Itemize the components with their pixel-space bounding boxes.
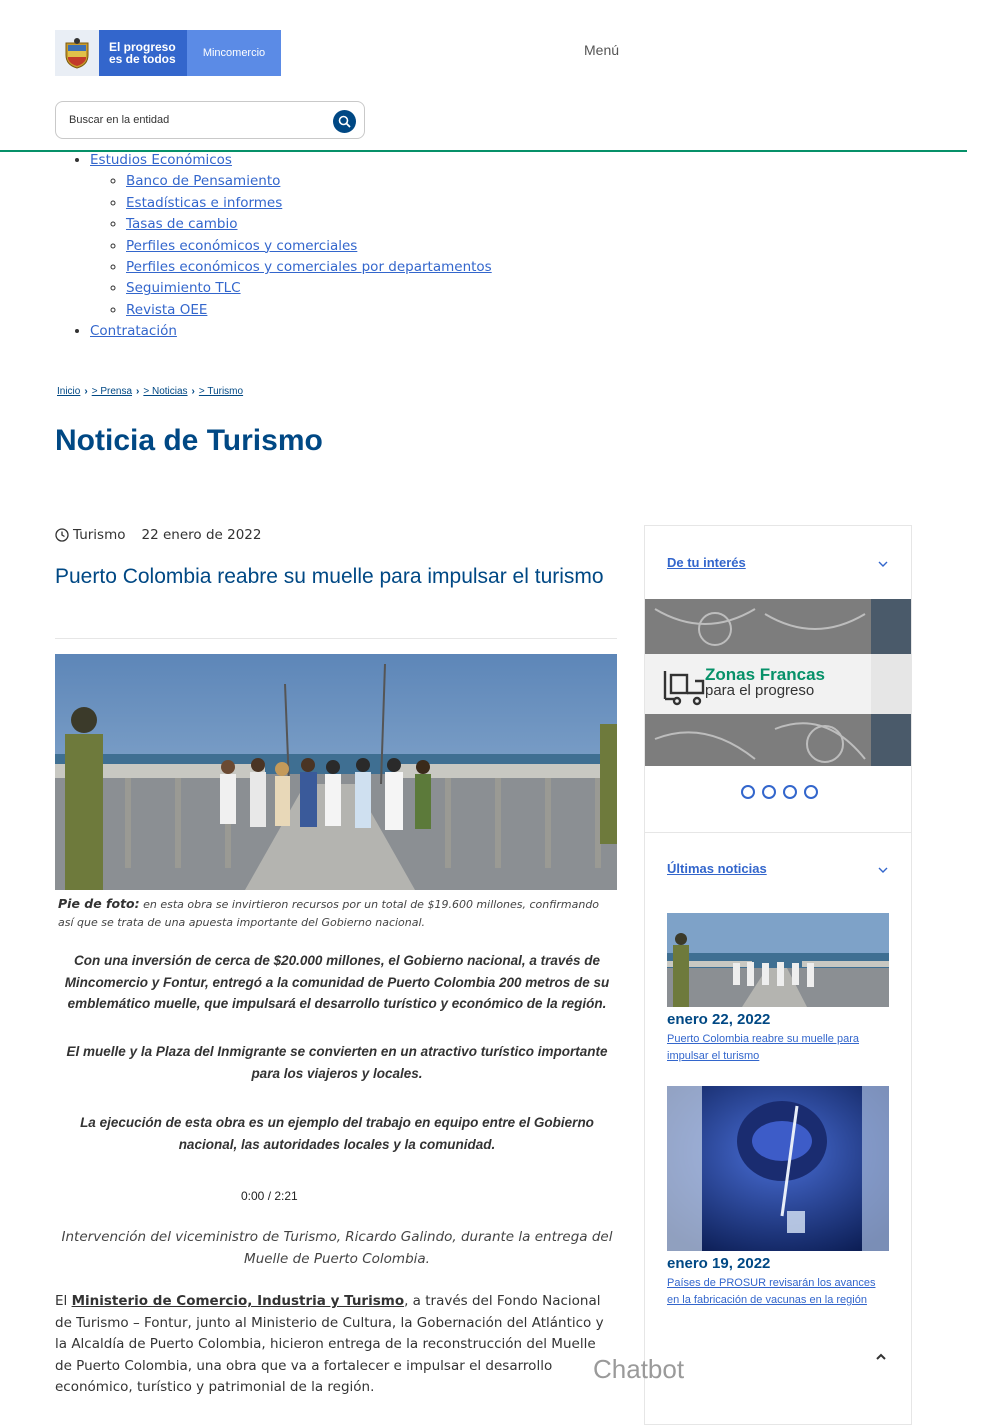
nav-subitem xyxy=(126,300,492,321)
audio-player-time[interactable]: 0:00 / 2:21 xyxy=(241,1189,298,1203)
breadcrumb-noticias[interactable]: > Noticias xyxy=(143,386,188,397)
body-prefix: El xyxy=(55,1293,72,1309)
interest-heading[interactable]: De tu interés xyxy=(667,555,746,570)
breadcrumb-inicio[interactable]: Inicio xyxy=(57,386,81,397)
banner-title: Zonas Francas xyxy=(705,665,825,684)
chevron-down-icon[interactable] xyxy=(877,558,889,570)
sidebar-divider xyxy=(645,832,911,833)
breadcrumb-turismo[interactable]: > Turismo xyxy=(198,386,244,397)
nav-link-seguimiento-tlc[interactable]: Seguimiento TLC xyxy=(126,280,241,297)
nav-item-contratacion xyxy=(90,321,492,342)
carousel-dot[interactable] xyxy=(741,785,755,799)
breadcrumb-separator: › xyxy=(136,386,140,397)
news-date: enero 19, 2022 xyxy=(667,1255,771,1272)
carousel-dot[interactable] xyxy=(804,785,818,799)
nav-subitem xyxy=(126,278,492,299)
logo-slogan xyxy=(99,30,187,76)
search-box xyxy=(55,101,365,139)
logo-line-2: es de todos xyxy=(109,52,176,66)
caption-text: en esta obra se invirtieron recursos por un total de $19.600 millones, confirmando así que se trata de una apuesta importante del Gobierno nacional. xyxy=(58,898,600,929)
breadcrumb-separator: › xyxy=(191,386,195,397)
breadcrumb xyxy=(57,386,243,397)
sidebar xyxy=(644,525,912,1425)
nav-link-revista-oee[interactable]: Revista OEE xyxy=(126,301,208,318)
section-nav xyxy=(55,150,492,343)
nav-subitem xyxy=(126,257,492,278)
menu-button[interactable]: Menú xyxy=(584,42,620,58)
zonas-francas-banner[interactable] xyxy=(645,599,911,766)
logo-line-1: El progreso xyxy=(109,40,176,54)
latest-news-heading[interactable]: Últimas noticias xyxy=(667,861,767,876)
nav-subitem xyxy=(126,193,492,214)
article-body xyxy=(55,1291,615,1399)
logo-entity: Mincomercio xyxy=(187,30,281,76)
coat-of-arms-icon xyxy=(55,30,99,76)
nav-link-estudios[interactable]: Estudios Económicos xyxy=(90,152,232,168)
nav-link-perfiles-departamentos[interactable]: Perfiles económicos y comerciales por departamentos xyxy=(126,259,492,276)
lead-paragraph-3: La ejecución de esta obra es un ejemplo del trabajo en equipo entre el Gobierno nacional, las autoridades locales y la comunidad. xyxy=(80,1115,594,1152)
carousel-dot[interactable] xyxy=(762,785,776,799)
nav-link-banco[interactable]: Banco de Pensamiento xyxy=(126,173,281,190)
news-thumbnail[interactable] xyxy=(667,1086,889,1251)
search-button[interactable] xyxy=(333,110,356,133)
gov-logo[interactable] xyxy=(55,30,281,76)
nav-link-estadisticas[interactable]: Estadísticas e informes xyxy=(126,194,283,211)
nav-subitem xyxy=(126,214,492,235)
caption-label: Pie de foto: xyxy=(58,896,140,911)
article-title: Puerto Colombia reabre su muelle para impulsar el turismo xyxy=(55,565,604,588)
page-title: Noticia de Turismo xyxy=(55,424,323,457)
chevron-up-icon[interactable] xyxy=(873,1350,889,1364)
clock-icon xyxy=(55,528,69,542)
nav-item-estudios xyxy=(90,150,492,321)
ministry-link[interactable]: Ministerio de Comercio, Industria y Turismo xyxy=(71,1293,405,1309)
chevron-down-icon[interactable] xyxy=(877,864,889,876)
nav-subitem xyxy=(126,236,492,257)
news-link[interactable]: Puerto Colombia reabre su muelle para impulsar el turismo xyxy=(667,1033,859,1062)
search-input[interactable] xyxy=(67,113,321,127)
article-photo xyxy=(55,654,617,890)
carousel-dots xyxy=(741,785,818,799)
breadcrumb-prensa[interactable]: > Prensa xyxy=(91,386,133,397)
nav-link-contratacion[interactable]: Contratación xyxy=(90,323,177,340)
body-text: , a través del Fondo Nacional de Turismo – Fontur, junto al Ministerio de Cultura, la Gobernación del Atlántico y la Alcaldía de Puerto Colombia, hicieron entrega de la reconstrucción del Muelle de Puerto Colombia, una obra que va a fortalecer e impulsar el desarrollo económico, turístico y patrimonial de la región. xyxy=(55,1293,604,1395)
carousel-dot[interactable] xyxy=(783,785,797,799)
audio-caption: Intervención del viceministro de Turismo, Ricardo Galindo, durante la entrega del Muelle de Puerto Colombia. xyxy=(61,1229,613,1267)
news-link[interactable]: Países de PROSUR revisarán los avances en la fabricación de vacunas en la región xyxy=(667,1277,876,1306)
article-meta xyxy=(55,527,261,543)
nav-subitem xyxy=(126,171,492,192)
article-date: 22 enero de 2022 xyxy=(141,527,262,543)
banner-subtitle: para el progreso xyxy=(705,682,815,699)
chatbot-button[interactable]: Chatbot xyxy=(593,1354,685,1384)
nav-link-perfiles[interactable]: Perfiles económicos y comerciales xyxy=(126,237,358,254)
breadcrumb-separator: › xyxy=(84,386,88,397)
photo-caption xyxy=(58,895,618,932)
news-date: enero 22, 2022 xyxy=(667,1011,771,1028)
article-divider xyxy=(55,638,617,639)
lead-paragraph-1: Con una inversión de cerca de $20.000 millones, el Gobierno nacional, a través de Mincomercio y Fontur, entregó a la comunidad de Puerto Colombia 200 metros de su emblemático muelle, que impulsará el desarrollo turístico y económico de la región. xyxy=(64,953,610,1011)
search-icon xyxy=(338,115,351,128)
article-category: Turismo xyxy=(73,527,126,543)
lead-paragraph-2: El muelle y la Plaza del Inmigrante se convierten en un atractivo turístico importante para los viajeros y locales. xyxy=(66,1044,608,1081)
news-thumbnail[interactable] xyxy=(667,913,889,1007)
nav-link-tasas[interactable]: Tasas de cambio xyxy=(126,216,238,233)
